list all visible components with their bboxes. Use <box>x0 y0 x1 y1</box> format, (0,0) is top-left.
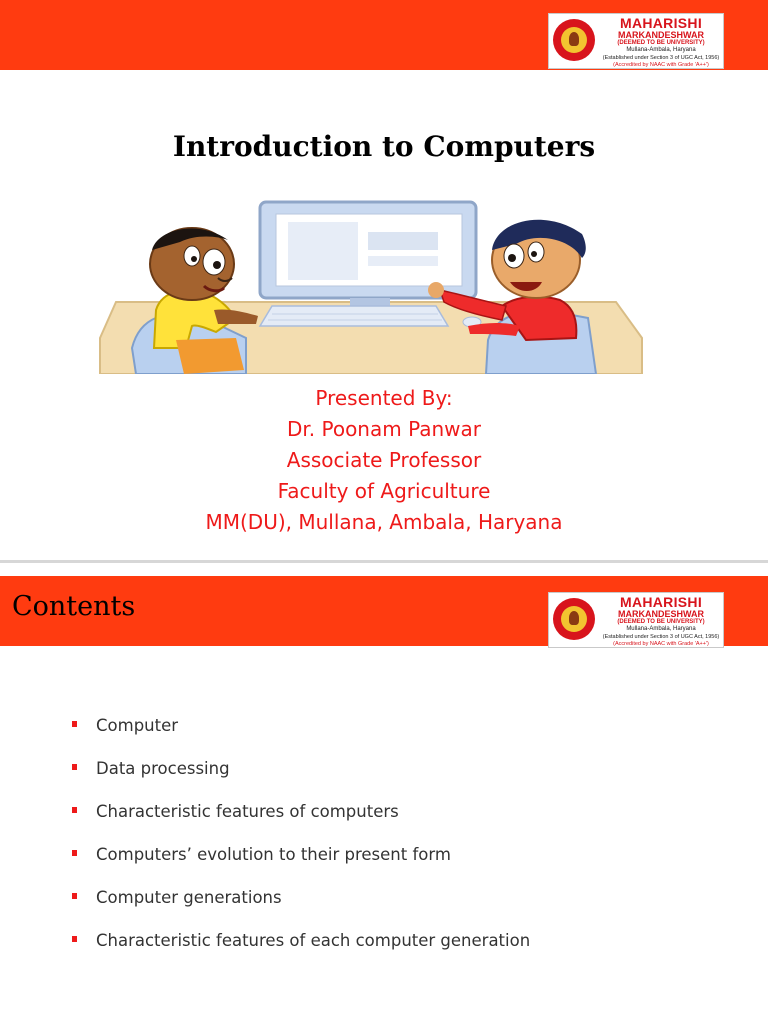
presenter-info <box>0 383 768 538</box>
bullet-icon <box>72 764 77 770</box>
list-item <box>70 802 530 845</box>
list-item <box>70 931 530 974</box>
slide-title: Contents <box>12 591 136 622</box>
logo-line2: MARKANDESHWAR <box>618 609 704 619</box>
presenter-designation: Associate Professor <box>286 448 482 472</box>
list-item <box>70 716 530 759</box>
logo-line5: (Established under Section 3 of UGC Act, 1956) <box>602 634 720 640</box>
presenter-faculty: Faculty of Agriculture <box>277 479 491 503</box>
contents-list <box>70 716 530 974</box>
list-item-text: Characteristic features of computers <box>96 802 399 821</box>
university-seal-icon <box>553 19 595 61</box>
bullet-icon <box>72 721 77 727</box>
kids-at-computer-illustration <box>96 198 648 374</box>
logo-line5: (Established under Section 3 of UGC Act, 1956) <box>602 55 720 61</box>
logo-name: MAHARISHI <box>619 15 703 31</box>
logo-line3: (DEEMED TO BE UNIVERSITY) <box>617 40 705 46</box>
logo-line4: Mullana-Ambala, Haryana <box>626 626 696 632</box>
logo-line2: MARKANDESHWAR <box>618 30 704 40</box>
contents-slide <box>0 563 768 1024</box>
logo-line6: (Accredited by NAAC with Grade 'A++') <box>613 641 709 647</box>
list-item-text: Computers’ evolution to their present form <box>96 845 451 864</box>
presenter-institution: MM(DU), Mullana, Ambala, Haryana <box>205 510 563 534</box>
bullet-icon <box>72 936 77 942</box>
logo-name: MAHARISHI <box>619 594 703 610</box>
list-item <box>70 759 530 802</box>
logo-line3: (DEEMED TO BE UNIVERSITY) <box>617 619 705 625</box>
bullet-icon <box>72 893 77 899</box>
logo-line4: Mullana-Ambala, Haryana <box>626 47 696 53</box>
bullet-icon <box>72 850 77 856</box>
bullet-icon <box>72 807 77 813</box>
list-item-text: Characteristic features of each computer generation <box>96 931 531 950</box>
list-item <box>70 888 530 931</box>
list-item-text: Computer generations <box>96 888 282 907</box>
university-seal-icon <box>553 598 595 640</box>
presenter-name: Dr. Poonam Panwar <box>286 417 482 441</box>
list-item <box>70 845 530 888</box>
list-item-text: Computer <box>96 716 179 735</box>
slide-title: Introduction to Computers <box>172 130 596 163</box>
university-logo <box>548 592 724 648</box>
logo-line6: (Accredited by NAAC with Grade 'A++') <box>613 62 709 68</box>
university-logo <box>548 13 724 69</box>
list-item-text: Data processing <box>96 759 230 778</box>
presenter-label: Presented By: <box>315 386 453 410</box>
